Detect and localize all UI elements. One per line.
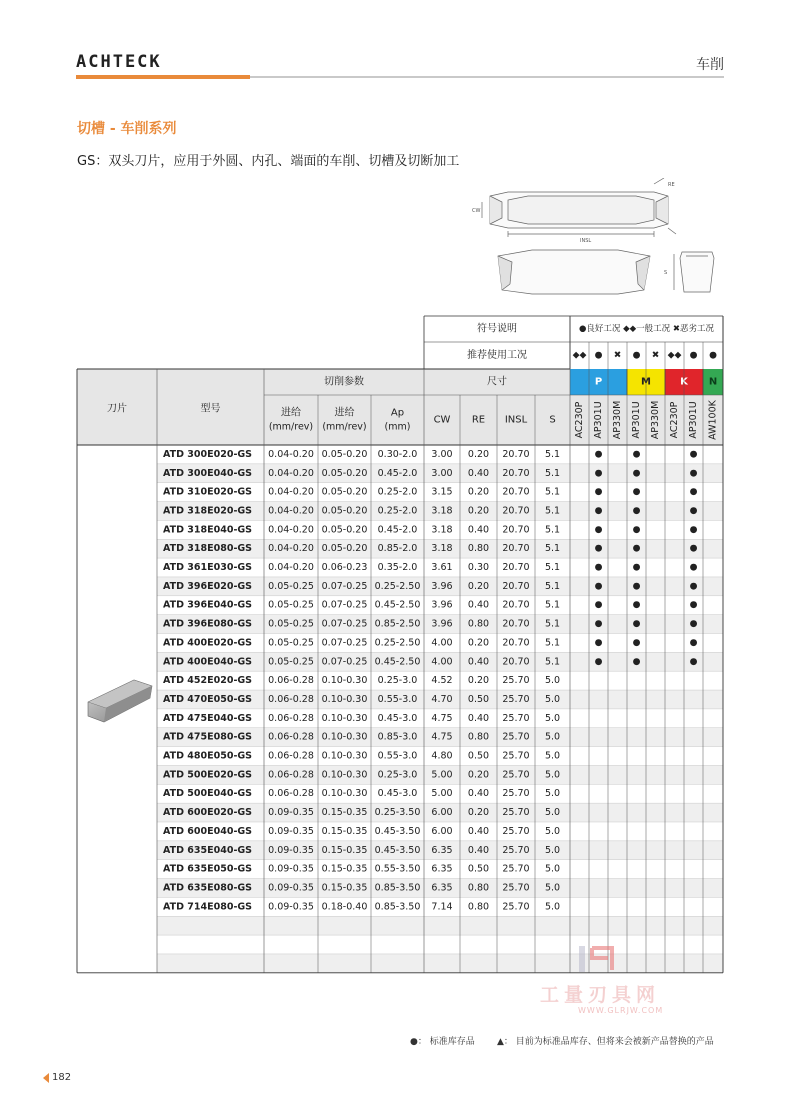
- cell-dim: 25.70: [502, 750, 530, 762]
- footnote-standard-text: 标准库存品: [429, 1037, 475, 1047]
- cell-dim: 5.0: [544, 731, 561, 743]
- condition-symbol: ◆◆: [572, 350, 587, 361]
- header-cut-unit: (mm/rev): [268, 421, 314, 433]
- cell-model: ATD 475E040-GS: [163, 712, 253, 724]
- cell-cut: 0.15-0.35: [321, 807, 368, 819]
- label-cw: CW: [472, 208, 481, 214]
- cell-cut: 0.06-0.28: [268, 788, 314, 800]
- row-stripe: [157, 916, 723, 935]
- cell-dim: 25.70: [502, 825, 530, 837]
- iso-group-label: P: [594, 376, 603, 388]
- cell-dim: 25.70: [502, 807, 530, 819]
- cell-cut: 0.10-0.30: [321, 731, 368, 743]
- grade-label: AP301U: [688, 401, 699, 439]
- cell-mark: ●: [689, 581, 698, 592]
- section-title: 切槽 - 车削系列: [77, 121, 177, 137]
- cell-dim: 5.0: [544, 863, 561, 875]
- cell-cut: 0.06-0.28: [268, 731, 314, 743]
- header-dim-sub: CW: [433, 414, 451, 426]
- cell-cut: 0.85-3.0: [377, 731, 418, 743]
- cell-dim: 25.70: [502, 693, 530, 705]
- cell-dim: 0.20: [467, 505, 490, 517]
- header-cutting: 切削参数: [324, 376, 364, 388]
- cell-cut: 0.06-0.28: [268, 693, 314, 705]
- cell-dim: 5.1: [544, 448, 561, 460]
- cell-cut: 0.10-0.30: [321, 712, 368, 724]
- header-dim-sub: S: [549, 414, 556, 426]
- cell-cut: 0.45-3.0: [377, 712, 418, 724]
- cell-dim: 6.35: [431, 882, 453, 894]
- header-model: 型号: [200, 403, 221, 415]
- grade-label: AP330M: [612, 400, 623, 440]
- cell-cut: 0.09-0.35: [268, 844, 314, 856]
- cell-cut: 0.06-0.23: [321, 562, 368, 574]
- cell-mark: ●: [632, 562, 641, 573]
- cell-model: ATD 635E040-GS: [163, 844, 253, 856]
- cell-cut: 0.55-3.0: [377, 693, 418, 705]
- cell-dim: 20.70: [502, 524, 530, 536]
- cell-mark: ●: [632, 656, 641, 667]
- cell-dim: 0.40: [467, 844, 490, 856]
- cell-model: ATD 400E040-GS: [163, 656, 253, 668]
- cell-mark: ●: [632, 619, 641, 630]
- watermark-logo-icon: [578, 944, 622, 976]
- cell-mark: ●: [632, 581, 641, 592]
- cell-cut: 0.05-0.25: [268, 580, 314, 592]
- cell-cut: 0.15-0.35: [321, 844, 368, 856]
- cell-mark: ●: [632, 600, 641, 611]
- cell-dim: 20.70: [502, 637, 530, 649]
- cell-mark: ●: [689, 619, 698, 630]
- cell-dim: 3.00: [431, 467, 453, 479]
- cell-dim: 0.20: [467, 486, 490, 498]
- cell-dim: 20.70: [502, 562, 530, 574]
- cell-dim: 25.70: [502, 731, 530, 743]
- cell-dim: 20.70: [502, 618, 530, 630]
- header-dimension: 尺寸: [487, 376, 507, 388]
- cell-cut: 0.05-0.20: [321, 505, 368, 517]
- cell-model: ATD 600E020-GS: [163, 807, 253, 819]
- condition-symbol: ●: [689, 350, 698, 361]
- cell-dim: 6.00: [431, 807, 453, 819]
- header-section: 车削: [696, 57, 724, 73]
- description: GS：双头刀片，应用于外圆、内孔、端面的车削、切槽及切断加工: [77, 154, 460, 169]
- cell-cut: 0.45-3.0: [377, 788, 418, 800]
- cell-cut: 0.05-0.20: [321, 486, 368, 498]
- cell-mark: ●: [689, 637, 698, 648]
- cell-dim: 5.0: [544, 788, 561, 800]
- cell-dim: 0.80: [467, 543, 490, 555]
- cell-dim: 25.70: [502, 901, 530, 913]
- grade-label: AW100K: [707, 400, 719, 440]
- cell-mark: ●: [594, 637, 603, 648]
- cell-mark: ●: [632, 449, 641, 460]
- cell-dim: 0.20: [467, 807, 490, 819]
- condition-symbol: ●: [632, 350, 641, 361]
- condition-symbol: ●: [594, 350, 603, 361]
- cell-cut: 0.07-0.25: [321, 580, 368, 592]
- cell-cut: 0.25-2.50: [374, 637, 421, 649]
- cell-dim: 0.20: [467, 637, 490, 649]
- cell-model: ATD 300E040-GS: [163, 467, 253, 479]
- cell-cut: 0.45-3.50: [374, 825, 421, 837]
- cell-model: ATD 310E020-GS: [163, 486, 253, 498]
- header-insert: 刀片: [107, 403, 127, 415]
- cell-mark: ●: [632, 505, 641, 516]
- cell-dim: 6.35: [431, 863, 453, 875]
- grade-label: AP301U: [631, 401, 642, 439]
- cell-dim: 3.61: [431, 562, 453, 574]
- cell-mark: ●: [594, 487, 603, 498]
- cell-dim: 0.20: [467, 769, 490, 781]
- cell-dim: 20.70: [502, 543, 530, 555]
- cell-cut: 0.85-3.50: [374, 901, 421, 913]
- cell-model: ATD 300E020-GS: [163, 448, 253, 460]
- cell-dim: 25.70: [502, 788, 530, 800]
- cell-cut: 0.15-0.35: [321, 882, 368, 894]
- cell-dim: 5.1: [544, 637, 561, 649]
- cell-dim: 5.1: [544, 580, 561, 592]
- cell-dim: 20.70: [502, 486, 530, 498]
- cell-dim: 0.50: [467, 750, 490, 762]
- label-re: RE: [668, 182, 675, 188]
- condition-symbol: ●: [709, 350, 717, 361]
- header-dim-sub: RE: [471, 414, 486, 426]
- footnote-standard: ●： 标准库存品: [410, 1037, 475, 1047]
- cell-dim: 5.1: [544, 656, 561, 668]
- cell-model: ATD 400E020-GS: [163, 637, 253, 649]
- cell-dim: 0.80: [467, 731, 490, 743]
- cell-dim: 25.70: [502, 882, 530, 894]
- condition-symbol: ✖: [613, 350, 622, 361]
- cell-mark: ●: [632, 543, 641, 554]
- cell-dim: 5.0: [544, 901, 561, 913]
- cell-cut: 0.45-2.0: [377, 467, 418, 479]
- cell-cut: 0.07-0.25: [321, 599, 368, 611]
- cell-cut: 0.25-2.0: [377, 486, 418, 498]
- insert-product-image: [84, 672, 156, 732]
- cell-cut: 0.15-0.35: [321, 825, 368, 837]
- cell-dim: 5.0: [544, 882, 561, 894]
- cell-model: ATD 500E020-GS: [163, 769, 253, 781]
- cell-dim: 25.70: [502, 844, 530, 856]
- cell-dim: 25.70: [502, 712, 530, 724]
- cell-dim: 0.50: [467, 693, 490, 705]
- cell-dim: 5.0: [544, 844, 561, 856]
- cell-dim: 3.96: [431, 580, 453, 592]
- cell-mark: ●: [632, 468, 641, 479]
- cell-model: ATD 714E080-GS: [163, 901, 253, 913]
- cell-mark: ●: [594, 619, 603, 630]
- cell-mark: ●: [594, 449, 603, 460]
- cell-cut: 0.05-0.25: [268, 637, 314, 649]
- cell-dim: 0.40: [467, 524, 490, 536]
- grade-label: AP301U: [593, 401, 604, 439]
- cell-cut: 0.04-0.20: [268, 505, 314, 517]
- cell-mark: ●: [594, 524, 603, 535]
- cell-cut: 0.45-2.50: [374, 599, 421, 611]
- cell-dim: 20.70: [502, 656, 530, 668]
- cell-cut: 0.04-0.20: [268, 486, 314, 498]
- cell-mark: ●: [689, 656, 698, 667]
- cell-dim: 0.20: [467, 448, 490, 460]
- cell-dim: 0.40: [467, 788, 490, 800]
- cell-mark: ●: [594, 468, 603, 479]
- cell-cut: 0.04-0.20: [268, 448, 314, 460]
- cell-dim: 25.70: [502, 769, 530, 781]
- cell-cut: 0.25-2.0: [377, 505, 418, 517]
- cell-dim: 5.1: [544, 543, 561, 555]
- cell-dim: 5.00: [431, 788, 453, 800]
- cell-model: ATD 396E080-GS: [163, 618, 253, 630]
- cell-cut: 0.05-0.20: [321, 543, 368, 555]
- cell-dim: 5.00: [431, 769, 453, 781]
- watermark-url: WWW.GLRJW.COM: [578, 1006, 664, 1015]
- cell-dim: 7.14: [431, 901, 453, 913]
- cell-cut: 0.15-0.35: [321, 863, 368, 875]
- legend-title: 符号说明: [477, 323, 517, 335]
- cell-dim: 0.20: [467, 580, 490, 592]
- row-stripe: [157, 954, 723, 973]
- cell-cut: 0.04-0.20: [268, 543, 314, 555]
- cell-cut: 0.09-0.35: [268, 807, 314, 819]
- cell-cut: 0.05-0.25: [268, 599, 314, 611]
- cell-cut: 0.85-3.50: [374, 882, 421, 894]
- cell-dim: 4.75: [431, 712, 453, 724]
- footnote-replace-symbol: ▲: [497, 1037, 504, 1047]
- cell-cut: 0.55-3.0: [377, 750, 418, 762]
- cell-mark: ●: [689, 543, 698, 554]
- cell-dim: 20.70: [502, 448, 530, 460]
- cell-cut: 0.04-0.20: [268, 562, 314, 574]
- cell-cut: 0.04-0.20: [268, 524, 314, 536]
- cell-mark: ●: [594, 505, 603, 516]
- cell-dim: 0.40: [467, 599, 490, 611]
- cell-cut: 0.85-2.50: [374, 618, 421, 630]
- cell-cut: 0.45-2.50: [374, 656, 421, 668]
- cell-cut: 0.25-2.50: [374, 580, 421, 592]
- label-insl: INSL: [580, 238, 592, 244]
- cell-cut: 0.45-3.50: [374, 844, 421, 856]
- cell-dim: 5.0: [544, 807, 561, 819]
- cell-dim: 0.20: [467, 675, 490, 687]
- header-cut-unit: (mm): [384, 421, 411, 433]
- cell-cut: 0.10-0.30: [321, 769, 368, 781]
- cell-dim: 5.0: [544, 712, 561, 724]
- cell-dim: 5.0: [544, 825, 561, 837]
- cell-dim: 20.70: [502, 505, 530, 517]
- cell-cut: 0.09-0.35: [268, 882, 314, 894]
- cell-mark: ●: [689, 562, 698, 573]
- watermark-text: 工量刃具网: [540, 984, 661, 1006]
- cell-dim: 3.96: [431, 618, 453, 630]
- cell-cut: 0.09-0.35: [268, 863, 314, 875]
- cell-mark: ●: [594, 656, 603, 667]
- footnote-replace: ▲： 目前为标准品库存、但将来会被新产品替换的产品: [497, 1037, 714, 1047]
- cell-cut: 0.09-0.35: [268, 825, 314, 837]
- cell-dim: 5.0: [544, 750, 561, 762]
- header-cut-sub: 进给: [281, 407, 301, 419]
- cell-dim: 5.1: [544, 562, 561, 574]
- cell-mark: ●: [689, 468, 698, 479]
- cell-dim: 25.70: [502, 863, 530, 875]
- cell-dim: 5.1: [544, 486, 561, 498]
- cell-dim: 5.0: [544, 769, 561, 781]
- page-arrow-icon: [43, 1073, 49, 1083]
- cell-model: ATD 635E080-GS: [163, 882, 253, 894]
- cell-model: ATD 470E050-GS: [163, 693, 253, 705]
- header-cut-sub: 进给: [334, 407, 355, 419]
- cell-mark: ●: [594, 581, 603, 592]
- cell-mark: ●: [594, 543, 603, 554]
- cell-dim: 25.70: [502, 675, 530, 687]
- cell-dim: 5.1: [544, 599, 561, 611]
- cell-dim: 0.30: [467, 562, 490, 574]
- cell-dim: 6.00: [431, 825, 453, 837]
- cell-cut: 0.09-0.35: [268, 901, 314, 913]
- label-s: S: [664, 270, 668, 276]
- cell-cut: 0.06-0.28: [268, 712, 314, 724]
- cell-dim: 0.40: [467, 825, 490, 837]
- cell-dim: 20.70: [502, 467, 530, 479]
- cell-cut: 0.10-0.30: [321, 788, 368, 800]
- cell-mark: ●: [689, 524, 698, 535]
- cell-cut: 0.05-0.25: [268, 656, 314, 668]
- cell-dim: 3.15: [431, 486, 453, 498]
- condition-symbol: ◆◆: [667, 350, 682, 361]
- cell-dim: 3.00: [431, 448, 453, 460]
- cell-model: ATD 635E050-GS: [163, 863, 253, 875]
- cell-model: ATD 396E020-GS: [163, 580, 253, 592]
- cell-cut: 0.05-0.20: [321, 524, 368, 536]
- cell-dim: 4.75: [431, 731, 453, 743]
- cell-mark: ●: [632, 637, 641, 648]
- cell-cut: 0.25-3.0: [377, 769, 418, 781]
- condition-symbol: ✖: [651, 350, 660, 361]
- cell-dim: 5.1: [544, 618, 561, 630]
- cell-dim: 3.96: [431, 599, 453, 611]
- cell-mark: ●: [632, 487, 641, 498]
- cell-model: ATD 361E030-GS: [163, 562, 253, 574]
- cell-dim: 5.1: [544, 467, 561, 479]
- cell-dim: 4.00: [431, 637, 453, 649]
- cell-cut: 0.10-0.30: [321, 693, 368, 705]
- cell-cut: 0.05-0.25: [268, 618, 314, 630]
- cell-model: ATD 396E040-GS: [163, 599, 253, 611]
- cell-cut: 0.25-3.50: [374, 807, 421, 819]
- cell-dim: 20.70: [502, 580, 530, 592]
- header-dim-sub: INSL: [504, 414, 528, 426]
- cell-mark: ●: [632, 524, 641, 535]
- cell-cut: 0.04-0.20: [268, 467, 314, 479]
- cell-dim: 3.18: [431, 543, 453, 555]
- cell-model: ATD 500E040-GS: [163, 788, 253, 800]
- cell-dim: 5.0: [544, 693, 561, 705]
- cell-cut: 0.06-0.28: [268, 750, 314, 762]
- cell-dim: 5.1: [544, 524, 561, 536]
- cell-dim: 6.35: [431, 844, 453, 856]
- cell-model: ATD 600E040-GS: [163, 825, 253, 837]
- legend-text: ●良好工况 ◆◆一般工况 ✖恶劣工况: [578, 324, 715, 334]
- cell-dim: 5.1: [544, 505, 561, 517]
- cell-mark: ●: [594, 600, 603, 611]
- cell-cut: 0.05-0.20: [321, 448, 368, 460]
- cell-cut: 0.07-0.25: [321, 618, 368, 630]
- cell-cut: 0.55-3.50: [374, 863, 421, 875]
- cell-dim: 4.52: [431, 675, 453, 687]
- brand-logo: ACHTECK: [76, 52, 162, 72]
- cell-cut: 0.06-0.28: [268, 769, 314, 781]
- cell-dim: 0.80: [467, 901, 490, 913]
- cell-mark: ●: [689, 487, 698, 498]
- cell-cut: 0.18-0.40: [321, 901, 368, 913]
- header-cut-unit: (mm/rev): [322, 421, 367, 433]
- cell-dim: 0.40: [467, 467, 490, 479]
- footnote-standard-symbol: ●: [410, 1037, 418, 1047]
- grade-label: AC230P: [669, 401, 680, 439]
- cell-mark: ●: [689, 600, 698, 611]
- grade-label: AC230P: [574, 401, 585, 439]
- cell-cut: 0.07-0.25: [321, 656, 368, 668]
- cell-dim: 0.40: [467, 656, 490, 668]
- cell-cut: 0.35-2.0: [377, 562, 418, 574]
- page-number: 182: [52, 1072, 72, 1083]
- header-cut-sub: Ap: [390, 407, 405, 419]
- cell-dim: 3.18: [431, 505, 453, 517]
- cell-dim: 4.00: [431, 656, 453, 668]
- cell-dim: 3.18: [431, 524, 453, 536]
- cell-model: ATD 452E020-GS: [163, 675, 253, 687]
- iso-group-label: N: [708, 376, 718, 388]
- iso-group-label: M: [641, 376, 651, 388]
- cell-dim: 0.50: [467, 863, 490, 875]
- cell-cut: 0.25-3.0: [377, 675, 418, 687]
- cell-dim: 4.80: [431, 750, 453, 762]
- cell-model: ATD 475E080-GS: [163, 731, 253, 743]
- cell-model: ATD 318E020-GS: [163, 505, 253, 517]
- cell-dim: 4.70: [431, 693, 453, 705]
- grade-label: AP330M: [650, 400, 661, 440]
- cell-cut: 0.30-2.0: [377, 448, 418, 460]
- cell-cut: 0.45-2.0: [377, 524, 418, 536]
- cell-mark: ●: [689, 449, 698, 460]
- cell-cut: 0.05-0.20: [321, 467, 368, 479]
- legend-recommended: 推荐使用工况: [467, 350, 527, 361]
- iso-group-label: K: [680, 376, 688, 388]
- cell-cut: 0.10-0.30: [321, 675, 368, 687]
- cell-mark: ●: [594, 562, 603, 573]
- cell-cut: 0.85-2.0: [377, 543, 418, 555]
- cell-cut: 0.07-0.25: [321, 637, 368, 649]
- cell-cut: 0.06-0.28: [268, 675, 314, 687]
- cell-dim: 0.80: [467, 882, 490, 894]
- cell-model: ATD 318E040-GS: [163, 524, 253, 536]
- cell-model: ATD 480E050-GS: [163, 750, 253, 762]
- cell-dim: 0.80: [467, 618, 490, 630]
- footnote-replace-text: 目前为标准品库存、但将来会被新产品替换的产品: [515, 1037, 714, 1047]
- cell-cut: 0.10-0.30: [321, 750, 368, 762]
- cell-mark: ●: [689, 505, 698, 516]
- cell-dim: 0.40: [467, 712, 490, 724]
- cell-model: ATD 318E080-GS: [163, 543, 253, 555]
- cell-dim: 20.70: [502, 599, 530, 611]
- cell-dim: 5.0: [544, 675, 561, 687]
